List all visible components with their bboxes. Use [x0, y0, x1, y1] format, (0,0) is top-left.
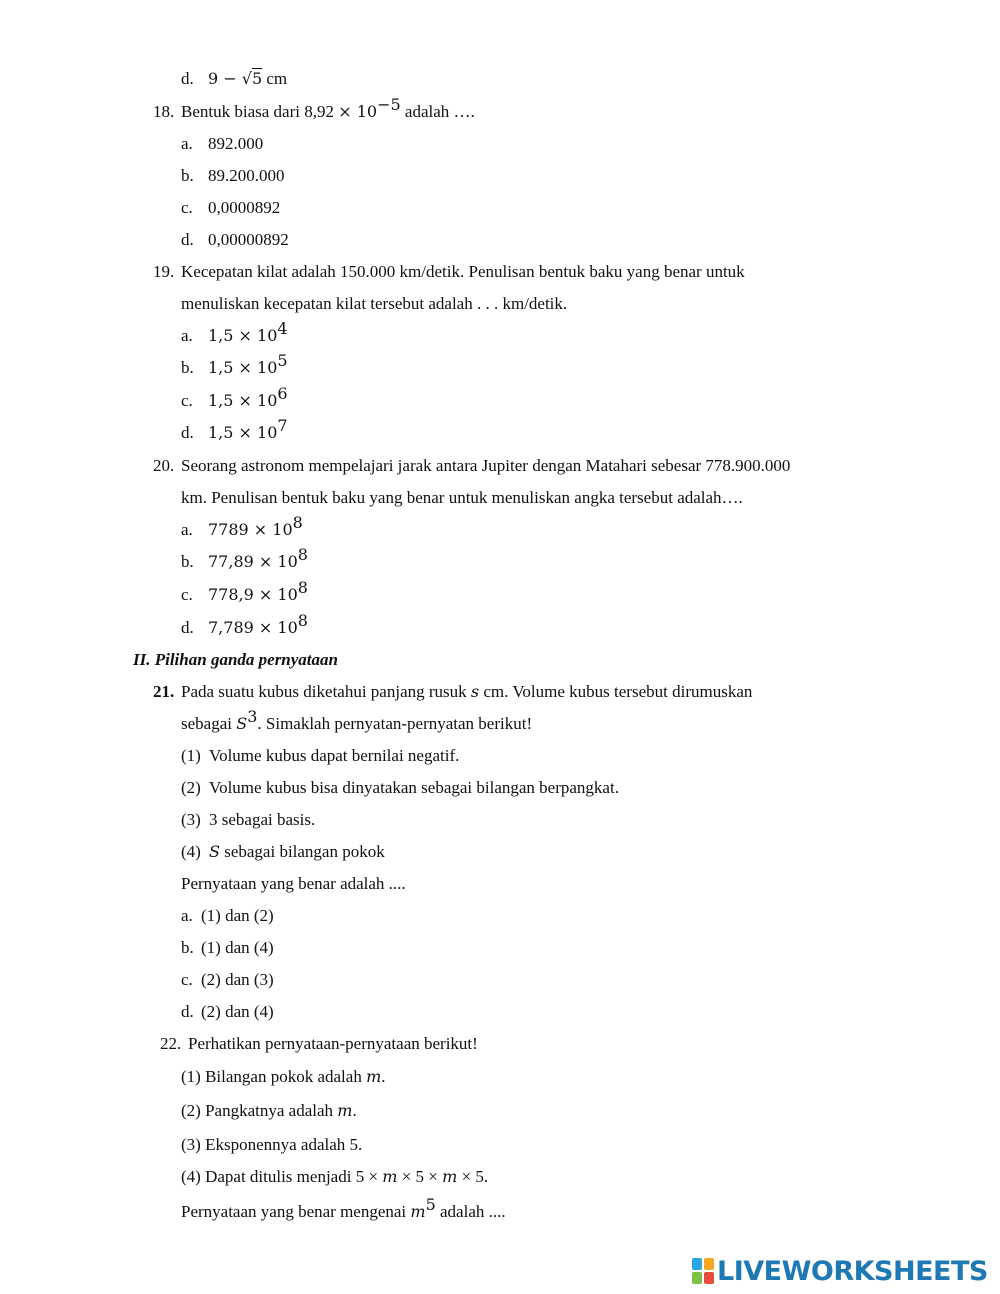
option-label: a.	[181, 326, 193, 345]
option-math: 7789 × 10	[208, 520, 293, 539]
logo-tile	[692, 1272, 702, 1284]
q21-option-b	[181, 937, 274, 959]
option-exponent: 7	[277, 416, 288, 435]
question-number: 20.	[153, 456, 175, 475]
question-text: Seorang astronom mempelajari jarak antara Jupiter dengan Matahari sebesar 778.900.000	[181, 456, 791, 475]
q19-option-d	[181, 416, 288, 444]
option-label: d.	[181, 1002, 194, 1021]
statement-text: sebagai bilangan pokok	[219, 842, 385, 861]
question-19-line2	[181, 293, 567, 315]
question-21	[153, 681, 752, 703]
q21-option-a	[181, 905, 274, 927]
question-exponent: 5	[425, 1195, 436, 1214]
option-value: 892.000	[208, 134, 264, 153]
question-text: sebagai	[181, 714, 237, 733]
option-exponent: 8	[297, 611, 308, 630]
statement-variable: m	[366, 1067, 382, 1086]
statement-number: (3)	[181, 1135, 201, 1154]
option-exponent: 6	[277, 384, 288, 403]
q20-option-b	[181, 545, 308, 573]
option-value: 89.200.000	[208, 166, 285, 185]
q20-option-c	[181, 578, 308, 606]
q22-question	[181, 1195, 506, 1223]
statement-variable: m	[337, 1101, 353, 1120]
question-text-end: adalah ....	[435, 1202, 506, 1221]
statement-number: (4)	[181, 842, 201, 861]
question-text-end: . Simaklah pernyatan-pernyatan berikut!	[257, 714, 533, 733]
question-18	[153, 95, 475, 123]
option-exponent: 4	[277, 319, 288, 338]
option-label: b.	[181, 166, 194, 185]
q19-option-a	[181, 319, 288, 347]
q18-option-c	[181, 197, 280, 219]
q18-option-d	[181, 229, 289, 251]
option-label: c.	[181, 391, 193, 410]
option-label: c.	[181, 970, 193, 989]
q22-statement-1	[181, 1066, 386, 1088]
question-text: Kecepatan kilat adalah 150.000 km/detik. Penulisan bentuk baku yang benar untuk	[181, 262, 745, 281]
option-value: (1) dan (2)	[201, 906, 274, 925]
option-label: b.	[181, 938, 194, 957]
option-label: d.	[181, 69, 194, 88]
question-text: Bentuk biasa dari 8,92	[181, 102, 339, 121]
logo-tile	[704, 1258, 714, 1270]
statement-text: Bilangan pokok adalah	[205, 1067, 367, 1086]
option-exponent: 8	[297, 578, 308, 597]
option-value: 0,00000892	[208, 230, 289, 249]
option-radicand: 5	[251, 69, 263, 88]
option-value: (2) dan (3)	[201, 970, 274, 989]
question-math: × 10	[338, 102, 378, 121]
option-exponent: 8	[297, 545, 308, 564]
logo-text: LIVEWORKSHEETS	[717, 1255, 988, 1287]
question-exponent: 3	[247, 707, 258, 726]
logo-tile	[692, 1258, 702, 1270]
option-math: 1,5 × 10	[208, 423, 278, 442]
q19-option-c	[181, 384, 288, 412]
q18-option-b	[181, 165, 285, 187]
statement-text: Eksponennya adalah 5.	[205, 1135, 363, 1154]
question-text: Perhatikan pernyataan-pernyataan berikut!	[188, 1034, 478, 1053]
option-math: 9 − √	[208, 69, 252, 88]
question-variable: S	[236, 714, 248, 733]
option-label: c.	[181, 585, 193, 604]
option-label: a.	[181, 134, 193, 153]
statement-number: (1)	[181, 746, 201, 765]
option-math: 1,5 × 10	[208, 326, 278, 345]
question-20	[153, 455, 790, 477]
option-exponent: 5	[277, 351, 288, 370]
question-text: menuliskan kecepatan kilat tersebut adalah . . . km/detik.	[181, 294, 568, 313]
q18-option-a	[181, 133, 263, 155]
q20-option-a	[181, 513, 303, 541]
question-text: km. Penulisan bentuk baku yang benar untuk menuliskan angka tersebut adalah….	[181, 488, 743, 507]
question-number: 22.	[160, 1034, 182, 1053]
option-math: 1,5 × 10	[208, 391, 278, 410]
statement-text: Volume kubus dapat bernilai negatif.	[209, 746, 460, 765]
statement-number: (1)	[181, 1067, 201, 1086]
question-variable: m	[410, 1202, 426, 1221]
q19-option-b	[181, 351, 288, 379]
option-label: d.	[181, 423, 194, 442]
question-text: Pernyataan yang benar mengenai	[181, 1202, 411, 1221]
q21-statement-1	[181, 745, 459, 767]
statement-text-end: .	[352, 1101, 357, 1120]
statement-variable: m	[382, 1167, 398, 1186]
question-text-end: cm. Volume kubus tersebut dirumuskan	[479, 682, 753, 701]
q22-statement-4	[181, 1166, 488, 1188]
statement-variable: m	[442, 1167, 458, 1186]
q21-statement-2	[181, 777, 619, 799]
option-label: b.	[181, 552, 194, 571]
q21-option-c	[181, 969, 274, 991]
option-label: d.	[181, 618, 194, 637]
statement-text: Dapat ditulis menjadi 5 ×	[205, 1167, 383, 1186]
statement-number: (2)	[181, 778, 201, 797]
statement-text: Pangkatnya adalah	[205, 1101, 338, 1120]
logo-tile	[704, 1272, 714, 1284]
option-label: a.	[181, 906, 193, 925]
logo-mark-icon	[692, 1258, 714, 1284]
question-number: 18.	[153, 102, 175, 121]
q21-statement-4	[181, 841, 385, 863]
option-value: (1) dan (4)	[201, 938, 274, 957]
statement-text: 3 sebagai basis.	[209, 810, 316, 829]
question-number: 21.	[153, 682, 175, 701]
q22-statement-2	[181, 1100, 357, 1122]
section-heading: II. Pilihan ganda pernyataan	[133, 650, 338, 669]
liveworksheets-logo[interactable]	[692, 1254, 988, 1288]
statement-number: (2)	[181, 1101, 201, 1120]
statement-number: (3)	[181, 810, 201, 829]
q17-option-d	[181, 68, 287, 90]
option-exponent: 8	[292, 513, 303, 532]
option-value: (2) dan (4)	[201, 1002, 274, 1021]
option-math: 7,789 × 10	[208, 618, 298, 637]
question-19	[153, 261, 745, 283]
statement-variable: S	[209, 842, 220, 861]
option-math: 1,5 × 10	[208, 358, 278, 377]
option-label: b.	[181, 358, 194, 377]
option-label: c.	[181, 198, 193, 217]
q21-question: Pernyataan yang benar adalah ....	[181, 874, 406, 893]
question-22	[160, 1033, 478, 1055]
question-exponent: −5	[377, 95, 401, 114]
statement-number: (4)	[181, 1167, 201, 1186]
question-20-line2	[181, 487, 743, 509]
option-unit: cm	[262, 69, 288, 88]
statement-text: Volume kubus bisa dinyatakan sebagai bilangan berpangkat.	[209, 778, 619, 797]
option-label: a.	[181, 520, 193, 539]
question-number: 19.	[153, 262, 175, 281]
statement-text: × 5 ×	[397, 1167, 443, 1186]
q21-statement-3	[181, 809, 315, 831]
q22-statement-3	[181, 1134, 362, 1156]
q20-option-d	[181, 611, 308, 639]
question-21-line2	[181, 707, 533, 735]
question-variable: s	[470, 682, 480, 701]
option-math: 778,9 × 10	[208, 585, 298, 604]
option-label: d.	[181, 230, 194, 249]
statement-text-end: × 5.	[457, 1167, 489, 1186]
question-text: Pada suatu kubus diketahui panjang rusuk	[181, 682, 471, 701]
option-math: 77,89 × 10	[208, 552, 298, 571]
option-value: 0,0000892	[208, 198, 281, 217]
question-text-end: adalah ….	[400, 102, 475, 121]
statement-text-end: .	[381, 1067, 386, 1086]
q21-option-d	[181, 1001, 274, 1023]
